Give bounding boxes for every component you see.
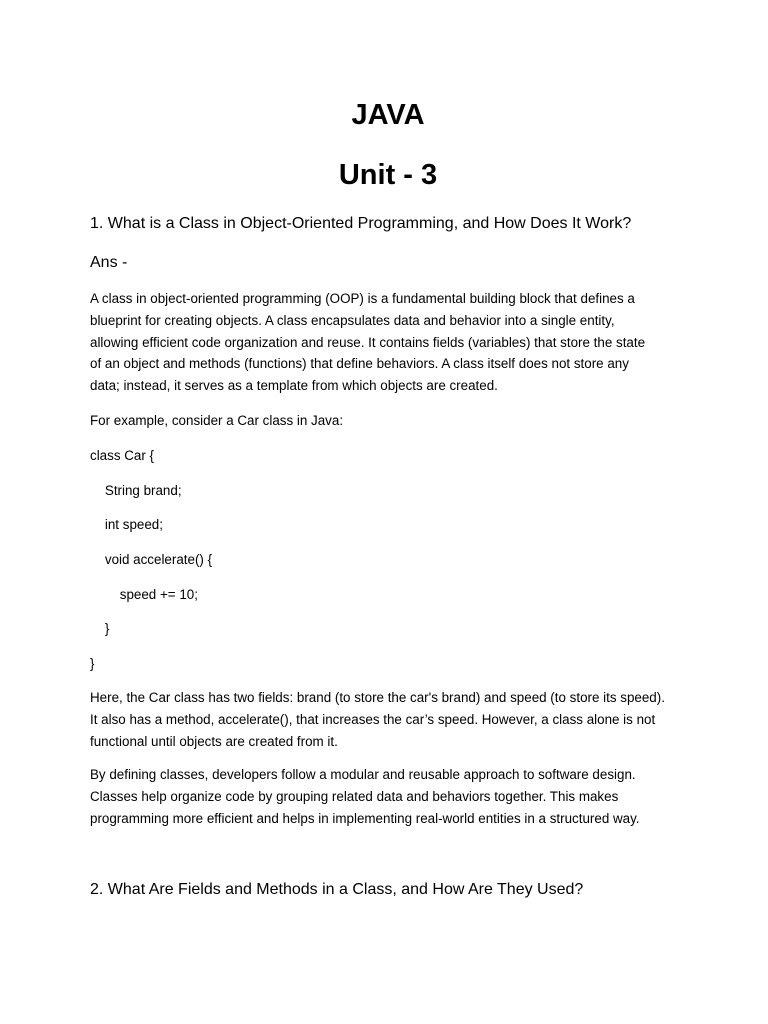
question-2: 2. What Are Fields and Methods in a Class, and How Are They Used? bbox=[90, 881, 584, 898]
code-line: } bbox=[90, 621, 110, 636]
paragraph-4 bbox=[90, 764, 690, 829]
document-title: JAVA bbox=[351, 99, 425, 131]
answer-label: Ans - bbox=[90, 254, 128, 271]
paragraph-line: It also has a method, accelerate(), that increases the car’s speed. However, a class alone is not bbox=[90, 711, 656, 727]
code-line: void accelerate() { bbox=[90, 552, 213, 567]
code-line: speed += 10; bbox=[90, 587, 198, 602]
paragraph-line: blueprint for creating objects. A class encapsulates data and behavior into a single entity, bbox=[90, 312, 615, 328]
paragraph-line: By defining classes, developers follow a modular and reusable approach to software design. bbox=[90, 767, 636, 782]
paragraph-line: Classes help organize code by grouping related data and behaviors together. This makes bbox=[90, 788, 619, 804]
paragraph-line: data; instead, it serves as a template from which objects are created. bbox=[90, 378, 498, 394]
code-line: class Car { bbox=[90, 448, 154, 463]
document-subtitle: Unit - 3 bbox=[338, 159, 438, 191]
paragraph-3 bbox=[90, 687, 690, 752]
code-line: } bbox=[90, 656, 95, 671]
paragraph-line: functional until objects are created from it. bbox=[90, 733, 338, 749]
question-1: 1. What is a Class in Object-Oriented Programming, and How Does It Work? bbox=[90, 215, 632, 232]
code-line: int speed; bbox=[90, 517, 163, 532]
paragraph-2: For example, consider a Car class in Java: bbox=[90, 413, 344, 428]
code-line: String brand; bbox=[90, 483, 182, 498]
paragraph-line: Here, the Car class has two fields: brand (to store the car's brand) and speed (to store its speed). bbox=[90, 690, 665, 705]
paragraph-line: of an object and methods (functions) that define behaviors. A class itself does not store any bbox=[90, 356, 629, 372]
paragraph-line: allowing efficient code organization and reuse. It contains fields (variables) that store the state bbox=[90, 334, 646, 350]
paragraph-line: programming more efficient and helps in implementing real-world entities in a structured way. bbox=[90, 810, 640, 826]
paragraph-1 bbox=[90, 288, 690, 397]
paragraph-line: A class in object-oriented programming (OOP) is a fundamental building block that defines a bbox=[90, 291, 635, 306]
